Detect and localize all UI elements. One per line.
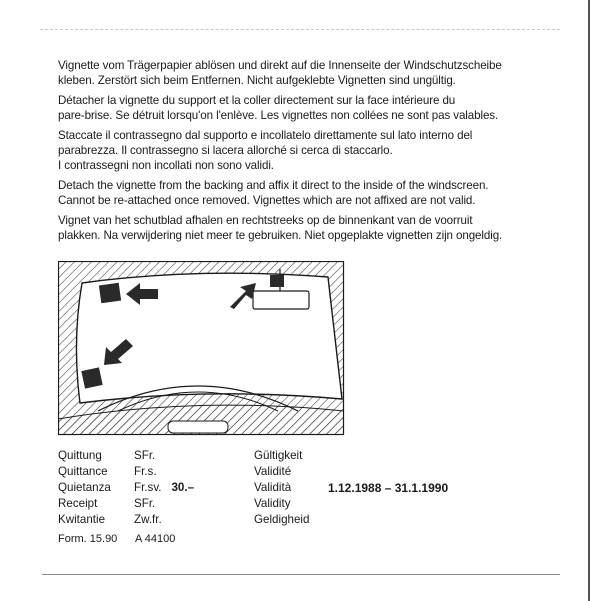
- vignette-spot-top-right: [270, 275, 284, 287]
- receipt-label-nl: Kwitantie: [58, 513, 106, 526]
- instruction-english: Detach the vignette from the backing and affix it direct to the inside of the windscreen. Cannot be re-attached once removed. Vignettes which are not affixed are not valid.: [58, 179, 489, 207]
- bottom-divider: [42, 574, 560, 575]
- validity-label-de: Gültigkeit: [254, 449, 303, 462]
- instruction-dutch: Vignet van het schutblad afhalen en rechtstreeks op de binnenkant van de voorruit plakken. Na verwijdering niet meer te gebruiken. Niet opgeplakte vignetten zijn ongeldig.: [58, 214, 503, 242]
- validity-label-fr: Validité: [254, 465, 292, 478]
- validity-label-nl: Geldigheid: [254, 513, 310, 526]
- instruction-german: Vignette vom Trägerpapier ablösen und direkt auf die Innenseite der Windschutzscheibe kleben. Zerstört sich beim Entfernen. Nicht aufgeklebte Vignetten sind ungültig.: [58, 59, 502, 87]
- currency-label-fr: Fr.s.: [134, 465, 157, 478]
- currency-label-it-text: Fr.sv.: [134, 481, 162, 494]
- instruction-italian: Staccate il contrassegno dal supporto e incollatelo direttamente sul lato interno del parabrezza. Il contrassegno si lacera allorché si cerca di staccarlo. I contrassegni non incollati non sono validi.: [58, 129, 473, 172]
- receipt-label-en: Receipt: [58, 497, 98, 510]
- currency-label-it: [134, 480, 194, 496]
- steering-hub: [168, 421, 228, 433]
- validity-label-it: Validità: [254, 481, 292, 494]
- instructions-block: [58, 58, 538, 248]
- top-divider: [40, 29, 560, 30]
- receipt-label-it: Quietanza: [58, 481, 111, 494]
- currency-label-de: SFr.: [134, 449, 156, 462]
- receipt-label-de: Quittung: [58, 449, 102, 462]
- currency-label-nl: Zw.fr.: [134, 513, 162, 526]
- form-number: Form. 15.90: [58, 533, 118, 545]
- serial-number: A 44100: [135, 533, 176, 545]
- windscreen-illustration: [58, 261, 346, 436]
- card-edge: [588, 0, 590, 601]
- vignette-spot-lower-left: [81, 367, 102, 388]
- vignette-spot-top-left: [99, 283, 121, 304]
- validity-label-en: Validity: [254, 497, 291, 510]
- receipt-labels: [58, 448, 111, 528]
- validity-labels: [254, 448, 309, 528]
- currency-labels: [134, 448, 194, 528]
- mirror-icon: [253, 291, 309, 309]
- currency-label-en: SFr.: [134, 497, 156, 510]
- validity-dates: 1.12.1988 – 31.1.1990: [328, 481, 449, 495]
- receipt-label-fr: Quittance: [58, 465, 108, 478]
- form-line: [58, 531, 176, 547]
- instruction-french: Détacher la vignette du support et la coller directement sur la face intérieure du pare-brise. Se détruit lorsqu'on l'enlève. Les vignettes non collées ne sont pas valables.: [58, 94, 499, 122]
- price: 30.–: [171, 481, 195, 494]
